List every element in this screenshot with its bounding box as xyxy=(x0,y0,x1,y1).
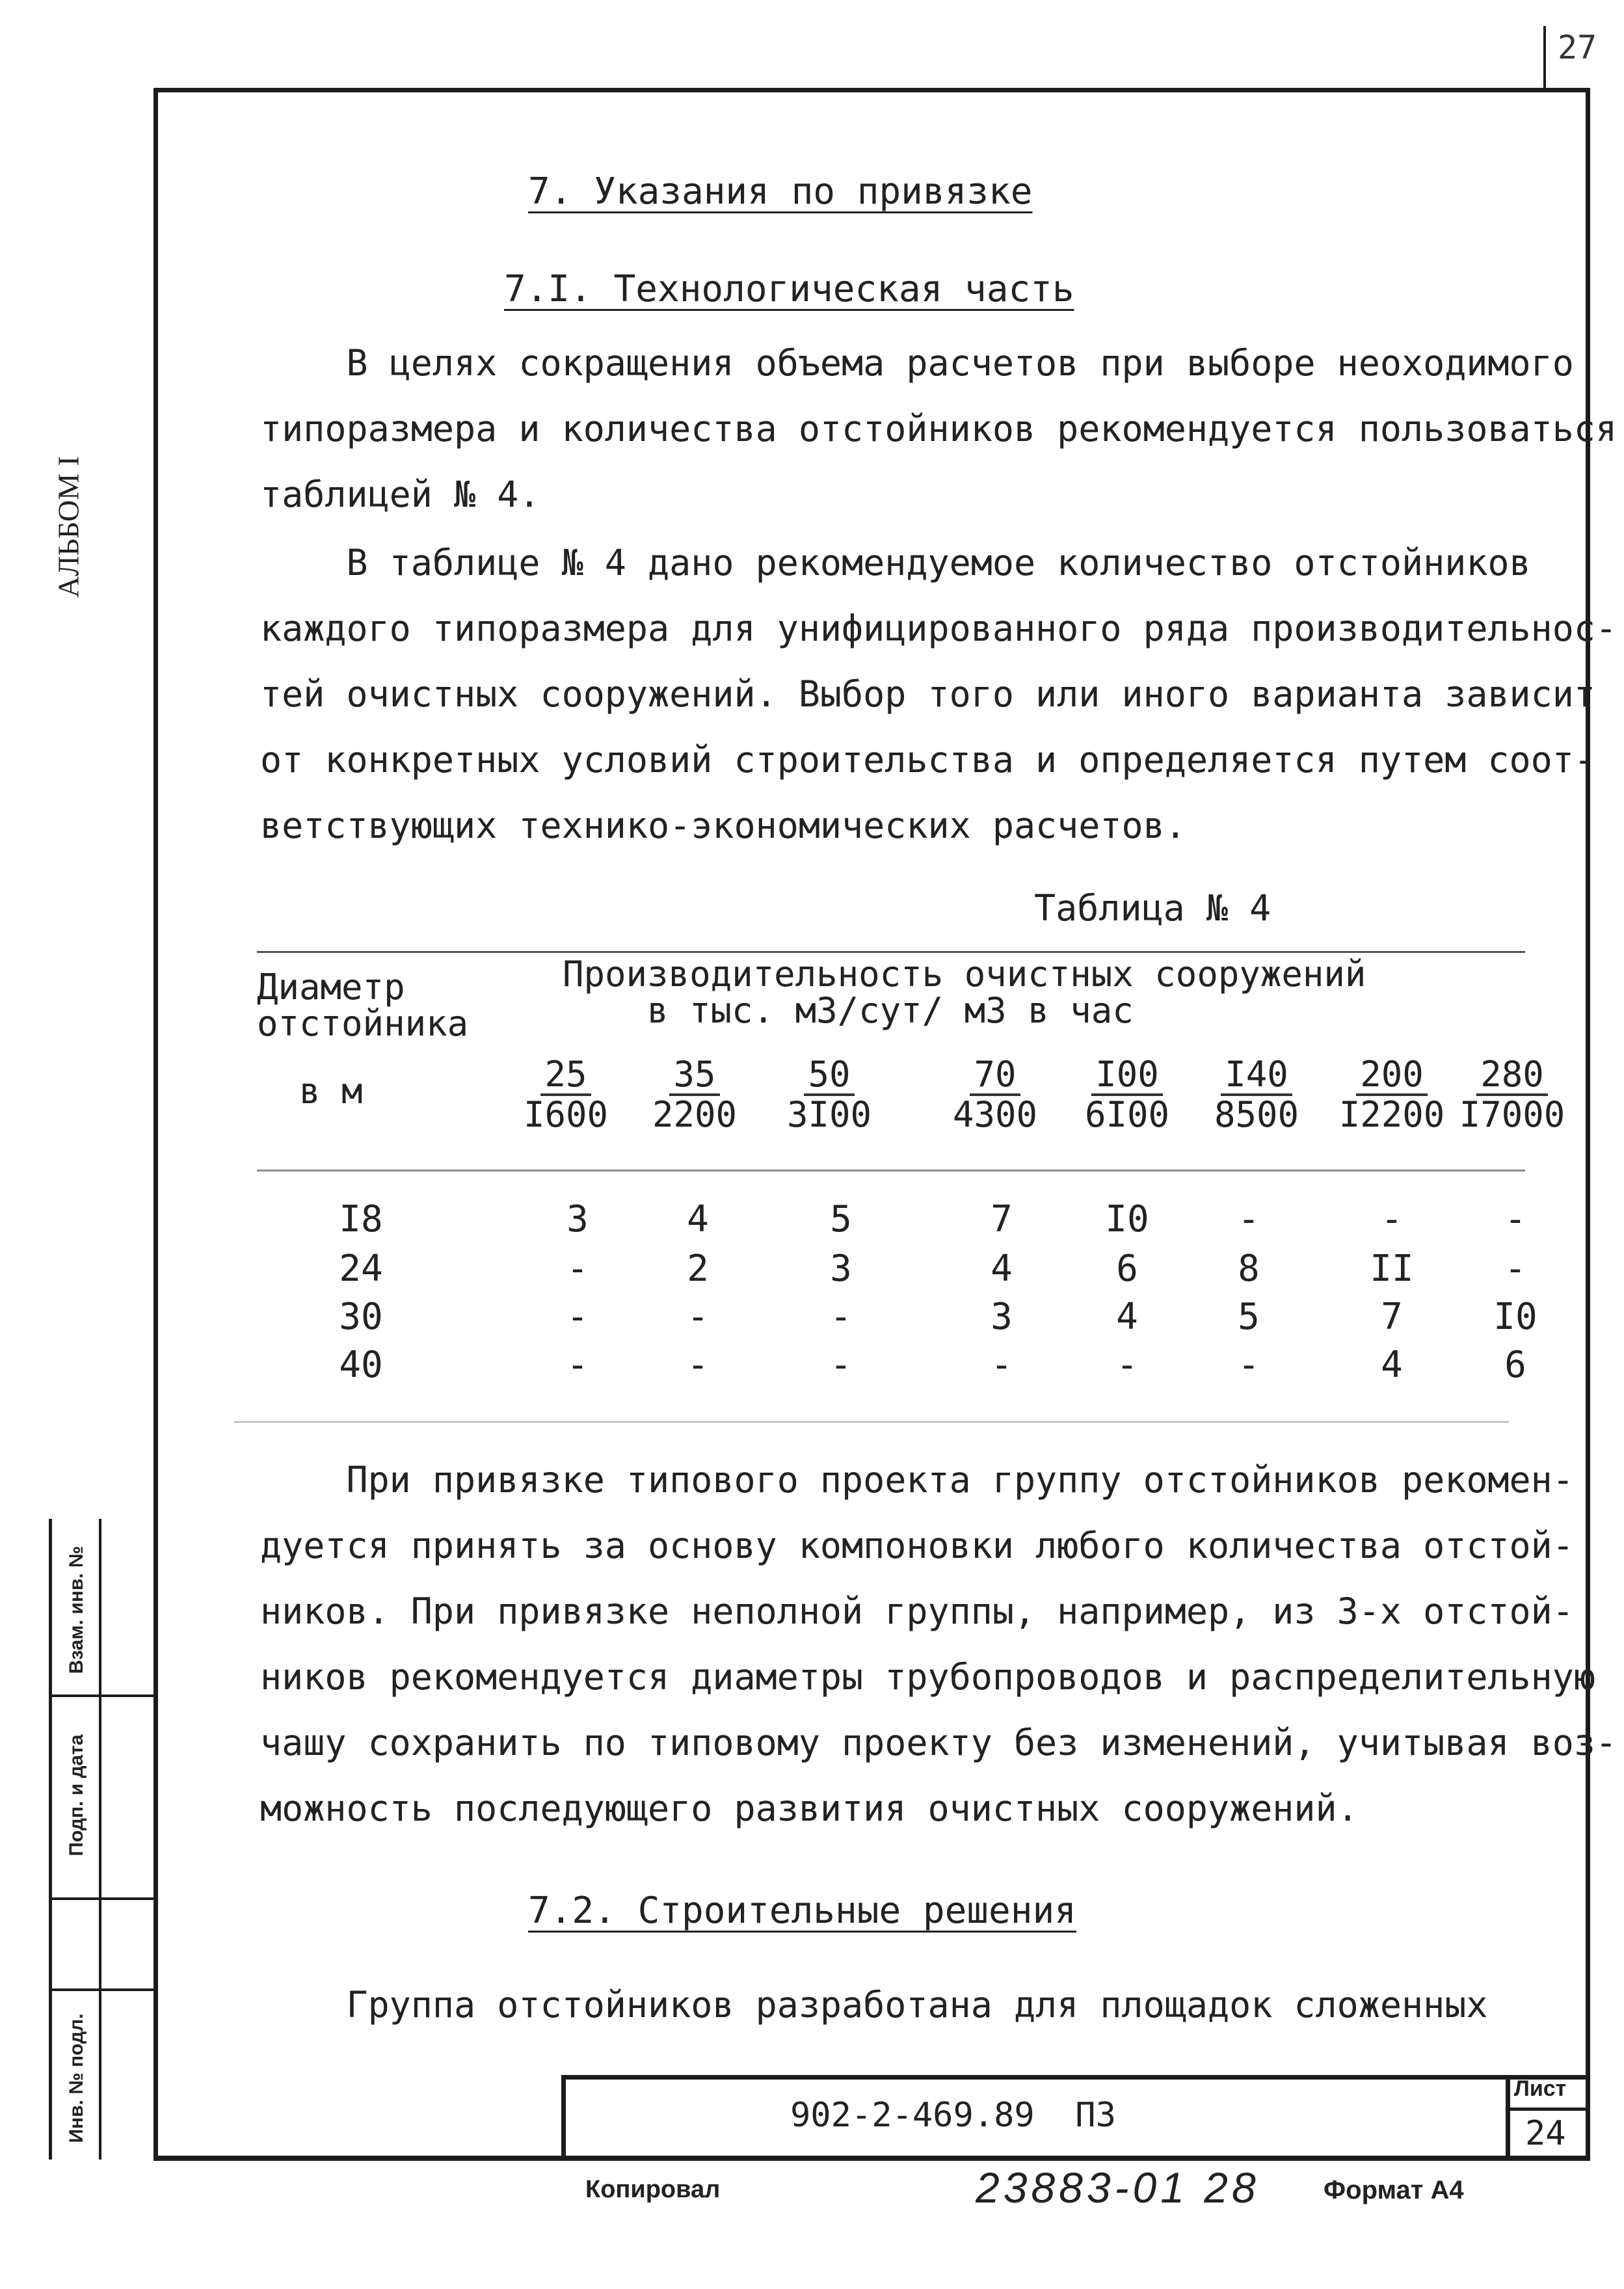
paragraph-line: ников рекомендуется диаметры трубопроводов и распределительную xyxy=(260,1656,1595,1698)
paragraph-line: от конкретных условий строительства и определяется путем соот- xyxy=(260,739,1595,781)
section-title: 7. Указания по привязке xyxy=(528,170,1033,213)
title-block-divider xyxy=(1506,2108,1590,2111)
paragraph-line: тей очистных сооружений. Выбор того или иного варианта зависит xyxy=(260,673,1595,715)
paragraph-line: ников. При привязке неполной группы, например, из 3-х отстой- xyxy=(260,1590,1574,1632)
table-row-header: Диаметр отстойника в м xyxy=(257,967,469,1112)
approval-strip-divider xyxy=(52,1988,156,1991)
paragraph-line: чашу сохранить по типовому проекту без изменений, учитывая воз- xyxy=(260,1722,1617,1763)
approval-strip-divider xyxy=(52,1897,156,1900)
document-code: 902-2-469.89 ПЗ xyxy=(790,2096,1116,2135)
paragraph-4 xyxy=(260,1972,1487,2038)
paragraph-1 xyxy=(260,330,1617,528)
table-header-rule xyxy=(257,1170,1525,1171)
paragraph-3 xyxy=(260,1447,1617,1841)
paragraph-line: При привязке типового проекта группу отстойников рекомен- xyxy=(260,1459,1574,1501)
approval-strip: Взам. инв. № Подп. и дата Инв. № подл. xyxy=(49,1519,156,2160)
approval-strip-divider xyxy=(52,1694,156,1697)
subsection-title-1: 7.I. Технологическая часть xyxy=(504,268,1074,310)
table-col-header: Производительность очистных сооружений в тыс. м3/сут/ м3 в час xyxy=(563,954,1366,1031)
paragraph-line: Группа отстойников разработана для площадок сложенных xyxy=(260,1984,1488,2026)
paragraph-line: В таблице № 4 дано рекомендуемое количество отстойников xyxy=(260,542,1531,583)
table-row: 30 - - - 3 4 5 7 I0 xyxy=(339,1296,1537,1338)
table-row: I8 3 4 5 7 I0 - - - xyxy=(339,1198,1526,1240)
title-block-divider xyxy=(1506,2075,1510,2160)
table-row: 24 - 2 3 4 6 8 II - xyxy=(339,1248,1526,1290)
archive-number: 23883-01 28 xyxy=(976,2163,1260,2212)
copied-label: Копировал xyxy=(585,2176,721,2203)
page-number-tick xyxy=(1543,26,1546,91)
paragraph-line: ветствующих технико-экономических расчетов. xyxy=(260,805,1186,846)
paragraph-line: можность последующего развития очистных сооружений. xyxy=(260,1787,1359,1829)
subsection-title-2: 7.2. Строительные решения xyxy=(528,1890,1076,1932)
paragraph-2 xyxy=(260,530,1617,859)
sheet-number: 24 xyxy=(1525,2114,1566,2153)
frame-bottom-line xyxy=(153,2157,1590,2161)
table-row: 40 - - - - - - 4 6 xyxy=(339,1344,1526,1386)
table-caption: Таблица № 4 xyxy=(1034,887,1271,929)
table-bottom-rule xyxy=(234,1421,1509,1423)
paragraph-line: каждого типоразмера для унифицированного ряда производительнос- xyxy=(260,608,1617,649)
sheet-label: Лист xyxy=(1514,2076,1567,2101)
paragraph-line: дуется принять за основу компоновки любого количества отстой- xyxy=(260,1525,1574,1566)
format-label: Формат А4 xyxy=(1324,2176,1464,2204)
table-top-rule xyxy=(257,951,1525,953)
page-number: 27 xyxy=(1558,29,1597,66)
paragraph-line: типоразмера и количества отстойников рекомендуется пользоваться xyxy=(260,408,1617,449)
paragraph-line: таблицей № 4. xyxy=(260,474,540,515)
paragraph-line: В целях сокращения объема расчетов при выборе неоходимого xyxy=(260,342,1574,384)
